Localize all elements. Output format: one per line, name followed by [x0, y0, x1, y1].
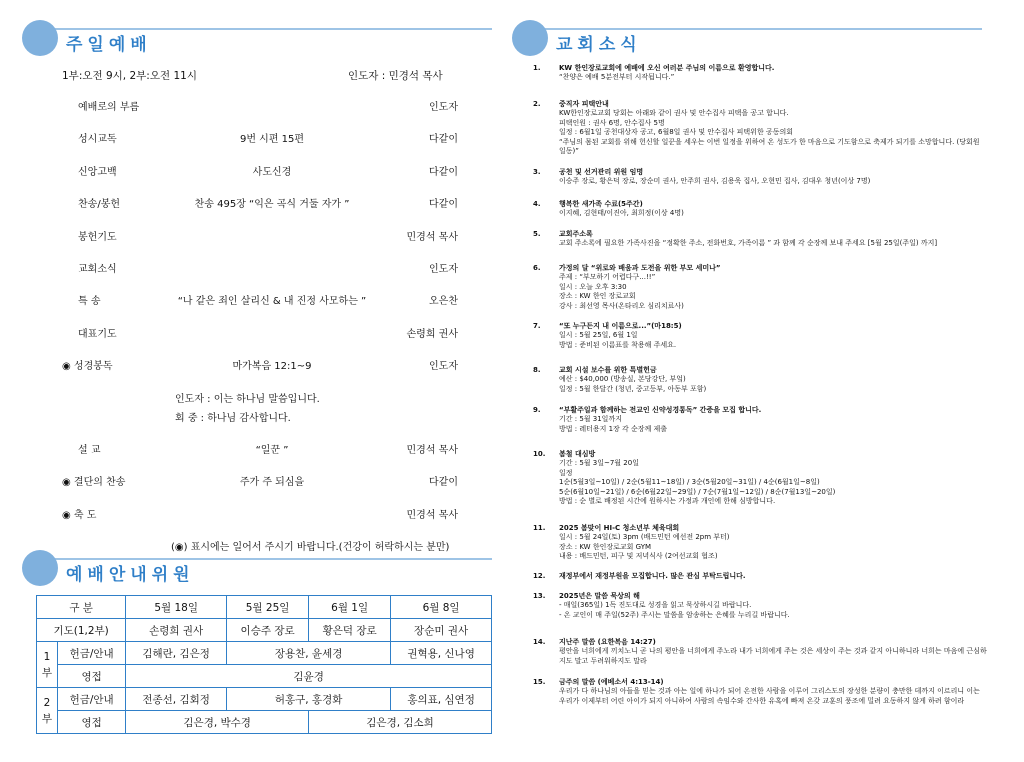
news-line: 일시 : 오늘 오후 3:30 [559, 282, 627, 291]
news-body [559, 572, 988, 581]
news-body [559, 450, 988, 506]
news-line: 이승주 장로, 황은덕 장로, 장순미 권사, 안주희 권사, 김용욱 집사, 오현민 집사, 김대우 청년(이상 7명) [559, 177, 871, 186]
news-body [559, 200, 988, 219]
news-number: 9. [533, 406, 541, 414]
news-line: 5순(6월10일~21일) / 6순(6월22일~29일) / 7순(7월1일~12일) / 8순(7월13일~20일) [559, 487, 836, 496]
news-body [559, 168, 988, 187]
news-line: “주님의 몸된 교회를 위해 헌신할 일꾼을 세우는 이번 일정을 위하여 온 성도가 한 마음으로 기도함으로 축제가 되기를 소망합니다. (당회원 일동)” [559, 137, 980, 156]
news-number: 8. [533, 366, 541, 374]
news-line: 교회 주소록에 필요한 가족사진을 “정확한 주소, 전화번호, 가족이름 ” 과 함께 각 순장께 보내 주세요 [5월 25일(주일) 까지] [559, 239, 938, 248]
news-body [559, 678, 988, 706]
news-line: 일정 : 6월1일 공천대상자 공고, 6월8일 권사 및 안수집사 피택위한 공동의회 [559, 128, 793, 137]
news-line: 기간 : 5월 31일까지 [559, 415, 622, 424]
worship-order-2 [62, 441, 458, 538]
news-title: “부활주일과 함께하는 전교인 신약성경통독” 간증을 모집 합니다. [559, 406, 762, 414]
table-row: 1 부 헌금/안내 김해란, 김은정 장용찬, 윤세경 권혁용, 신나영 [37, 642, 492, 665]
news-line: 기간 : 5월 3일~7월 20일 [559, 459, 639, 468]
order-row: 봉헌기도 민경석 목사 [78, 231, 458, 243]
news-number: 11. [533, 524, 546, 532]
duty-section-header [22, 550, 492, 590]
news-body [559, 592, 988, 620]
news-body [559, 322, 988, 350]
news-title: 금주의 말씀 (에베소서 4:13-14) [559, 678, 664, 686]
order-row: 설 교 “일꾼 ” 민경석 목사 [78, 445, 458, 456]
news-body [559, 230, 988, 249]
news-body [559, 638, 988, 666]
response-congregation: 회 중 : 하나님 감사합니다. [175, 413, 291, 424]
news-line: 평안을 너희에게 끼치노니 곧 나의 평안을 너희에게 주노라 내가 너희에게 주는 것은 세상이 주는 것과 같지 아니하니라 너희는 마음에 근심하지도 말고 두려워하지도 말라 [559, 647, 987, 665]
news-line: 일시 : 5월 24일(토) 3pm (배드민턴 예선전 2pm 부터) [559, 533, 730, 542]
header-circle-icon [512, 20, 548, 56]
order-row: 대표기도 손령희 권사 [78, 328, 458, 340]
responsive-reading [175, 390, 320, 428]
news-body [559, 64, 988, 83]
order-row: 신앙고백 사도신경 다같이 [78, 166, 458, 178]
news-line: KW한인장로교회 당회는 아래와 같이 권사 및 안수집사 피택을 공고 합니다. [559, 109, 789, 118]
news-number: 4. [533, 200, 541, 208]
news-title: KW 한인장로교회에 예배에 오신 여러분 주님의 이름으로 환영합니다. [559, 64, 775, 72]
news-line: 1순(5월3일~10일) / 2순(5월11~18일) / 3순(5월20일~31일) / 4순(6월1일~8일) [559, 478, 820, 487]
news-title: “또 누구든지 내 이름으로...”(마18:5) [559, 322, 682, 330]
worship-title: 주일예배 [66, 35, 152, 55]
duty-table [36, 595, 492, 734]
order-row: 특 송 “나 같은 죄인 살리신 & 내 진정 사모하는 ” 오은찬 [78, 296, 458, 308]
news-line: 일정 : 5월 한달간 (청년, 중고등부, 아동부 포함) [559, 384, 707, 393]
news-title: 교회 시설 보수를 위한 특별헌금 [559, 366, 657, 374]
table-row: 2 부 헌금/안내 전종선, 김회정 허홍구, 홍경화 홍의표, 심연정 [37, 688, 492, 711]
news-line: 방법 : 레터용지 1장 각 순장께 제출 [559, 424, 668, 433]
news-number: 6. [533, 264, 541, 272]
news-line: - 온 교인이 매 주일(52주) 주시는 말씀을 암송하는 은혜를 누리길 바랍니다. [559, 610, 790, 619]
order-row: 찬송/봉헌 찬송 495장 “익은 곡식 거둘 자가 ” 다같이 [78, 199, 458, 211]
news-body [559, 366, 988, 394]
header-circle-icon [22, 20, 58, 56]
standing-footnote: (◉) 표시에는 일어서 주시기 바랍니다.(건강이 허락하시는 분만) [171, 542, 450, 553]
news-body [559, 524, 988, 562]
news-body [559, 264, 988, 311]
news-number: 12. [533, 572, 546, 580]
news-title: 2025년은 말씀 묵상의 해 [559, 592, 640, 600]
table-row: 영접 김윤경 [37, 665, 492, 688]
duty-title: 예배안내위원 [66, 565, 195, 585]
news-line: “찬양은 예배 5분전부터 시작됩니다.” [559, 73, 675, 82]
table-header-row: 구 분 5월 18일 5월 25일 6월 1일 6월 8일 [37, 596, 492, 619]
news-number: 1. [533, 64, 541, 72]
header-circle-icon [22, 550, 58, 586]
service-times: 1부:오전 9시, 2부:오전 11시 [62, 70, 197, 82]
news-line: 방법 : 준비된 이름표를 착용해 주세요. [559, 340, 677, 349]
news-line: 강사 : 최선영 목사(온타리오 심리치료사) [559, 301, 684, 310]
news-line: 우리가 다 하나님의 아들을 믿는 것과 아는 일에 하나가 되어 온전한 사람을 이루어 그리스도의 장성한 분량이 충만한 데까지 이르리니 이는 우리가 이제부터 어린 아이가 되지 아니하여 사람의 속임수와 간사한 유혹에 빠져 온갖 교훈의 풍조에 밀려 요동하지 않게 하려 함이라 [559, 687, 980, 705]
table-row: 기도(1,2부) 손령희 권사 이승주 장로 황은덕 장로 장순미 권사 [37, 619, 492, 642]
news-title: 교회소식 [556, 35, 642, 55]
news-line: 장소 : KW 한인 장로교회 [559, 292, 636, 301]
news-line: 주제 : “부모하기 어렵다구...!!” [559, 273, 656, 282]
table-row: 영접 김은경, 박수경 김은경, 김소희 [37, 711, 492, 734]
news-body [559, 100, 988, 156]
news-number: 15. [533, 678, 546, 686]
news-title: 가정의 달 “위로와 배움과 도전을 위한 부모 세미나” [559, 264, 721, 272]
worship-section-header [22, 20, 492, 60]
news-number: 3. [533, 168, 541, 176]
order-row: 예배로의 부름 인도자 [78, 102, 458, 113]
worship-order [62, 98, 458, 390]
order-row: ◉ 성경봉독 마가복음 12:1~9 인도자 [62, 361, 458, 373]
news-number: 7. [533, 322, 541, 330]
news-line: 장소 : KW 한인장로교회 GYM [559, 542, 652, 551]
news-title: 중직자 피택안내 [559, 100, 609, 108]
news-line: 일시 : 5월 25일, 6월 1일 [559, 331, 638, 340]
news-title: 2025 봄맞이 HI-C 청소년부 체육대회 [559, 524, 680, 532]
news-number: 2. [533, 100, 541, 108]
order-row: 교회소식 인도자 [78, 263, 458, 275]
news-number: 5. [533, 230, 541, 238]
response-leader: 인도자 : 이는 하나님 말씀입니다. [175, 394, 320, 405]
service-leader: 인도자 : 민경석 목사 [348, 70, 443, 82]
news-title: 봄철 대심방 [559, 450, 596, 458]
news-title: 공천 및 선거관리 위원 임명 [559, 168, 644, 176]
news-title: 행복한 새가족 수료(5주간) [559, 200, 643, 208]
news-line: 피택인원 : 권사 6명, 안수집사 5명 [559, 118, 665, 127]
news-title: 재정부에서 재정부원을 모집합니다. 많은 관심 부탁드립니다. [559, 572, 746, 580]
news-title: 교회주소록 [559, 230, 593, 238]
news-number: 14. [533, 638, 546, 646]
order-row: ◉ 축 도 민경석 목사 [62, 509, 458, 521]
news-section-header [512, 20, 982, 60]
news-line: 일정 [559, 468, 573, 477]
news-line: - 매일(365일) 1독 진도대로 성경을 읽고 묵상하시길 바랍니다. [559, 601, 752, 610]
news-line: 내용 : 배드민턴, 피구 및 저녁식사 (2여선교회 협조) [559, 552, 718, 561]
news-number: 13. [533, 592, 546, 600]
order-row: 성시교독 9번 시편 15편 다같이 [78, 134, 458, 146]
news-title: 지난주 말씀 (요한복음 14:27) [559, 638, 656, 646]
news-line: 이지혜, 김현태/이진아, 최희정(이상 4명) [559, 209, 684, 218]
order-row: ◉ 결단의 찬송 주가 주 되심을 다같이 [62, 477, 458, 489]
news-body [559, 406, 988, 434]
news-line: 방법 : 순 별로 배정된 시간에 원하시는 가정과 개인에 한해 심방합니다. [559, 497, 776, 506]
news-line: 예산 : $40,000 (방송실, 본당강단, 부엌) [559, 375, 686, 384]
news-number: 10. [533, 450, 546, 458]
